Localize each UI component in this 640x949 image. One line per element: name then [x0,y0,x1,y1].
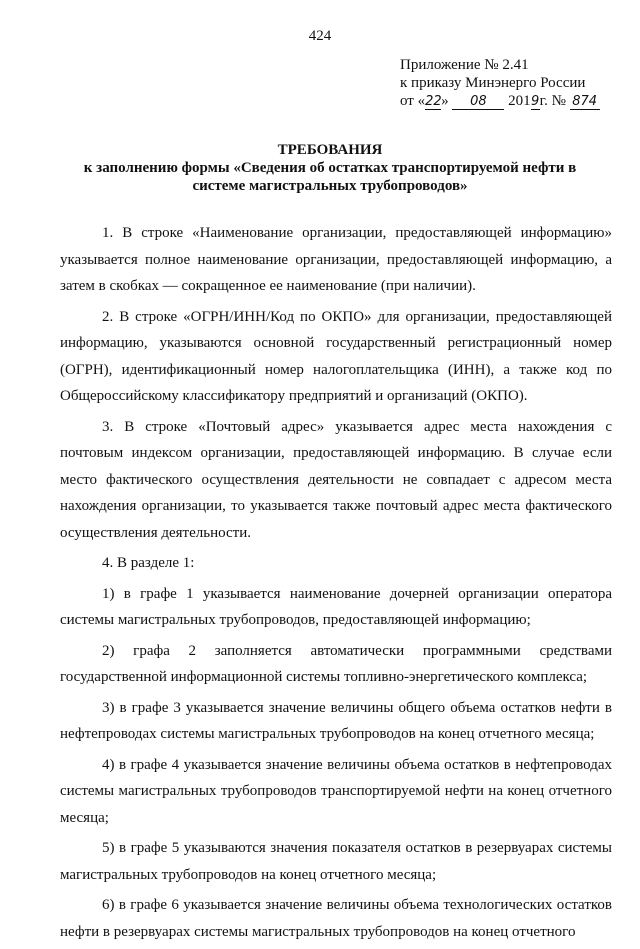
heading-subtitle-2: системе магистральных трубопроводов» [192,178,468,194]
handwritten-month: 08 [452,95,504,110]
page-number: 424 [308,28,332,44]
heading-title: ТРЕБОВАНИЯ [277,142,383,158]
list-item-1: 1) в графе 1 указывается наименование дочерней организации оператора системы магистральных трубопроводов, предоставляющей информацию; [60,585,612,628]
document-heading [60,141,600,195]
attachment-date-line [400,92,630,110]
handwritten-year-digit: 9 [530,94,540,109]
list-item-3: 3) в графе 3 указывается значение величины общего объема остатков нефти в нефтепроводах системы магистральных трубопроводов на конец отчетного месяца; [60,699,612,742]
attachment-block [400,56,630,110]
handwritten-day: 22 [425,94,442,109]
year-prefix: 201 [508,93,531,109]
document-body [60,220,612,949]
attachment-order-ref: к приказу Минэнерго России [400,75,586,91]
list-item-4: 4) в графе 4 указывается значение величины объема остатков в нефтепроводах системы магистральных трубопроводов транспортируемой нефти на конец отчетного месяца; [60,756,612,826]
paragraph-1: 1. В строке «Наименование организации, предоставляющей информацию» указывается полное наименование организации, предоставляющей информацию, а затем в скобках — сокращенное ее наименование (при наличии). [60,225,612,294]
paragraph-4: 4. В разделе 1: [102,555,195,571]
list-item-2: 2) графа 2 заполняется автоматически программными средствами государственной информационной системы топливно-энергетического комплекса; [60,642,612,685]
date-from-label: от « [400,93,426,109]
paragraph-2: 2. В строке «ОГРН/ИНН/Код по ОКПО» для организации, предоставляющей информацию, указываются основной государственный регистрационный номер (ОГРН), идентификационный номер налогоплательщика (ИНН), а также код по Общероссийскому классификатору предприятий и организаций (ОКПО). [60,308,612,404]
attachment-title: Приложение № 2.41 [400,57,529,73]
handwritten-order-number: 874 [570,95,600,110]
heading-subtitle-1: к заполнению формы «Сведения об остатках транспортируемой нефти в [83,160,577,176]
date-day-close: » [441,93,449,109]
list-item-5: 5) в графе 5 указываются значения показателя остатков в резервуарах системы магистральных трубопроводов на конец отчетного месяца; [60,840,612,883]
paragraph-3: 3. В строке «Почтовый адрес» указывается адрес места нахождения с почтовым индексом организации, предоставляющей информацию. В случае если место фактического осуществления деятельности не совпадает с адресом места нахождения организации, то указывается также почтовый адрес места фактического осуществления деятельности. [60,418,612,541]
year-suffix: г. № [539,93,566,109]
list-item-6: 6) в графе 6 указывается значение величины объема технологических остатков нефти в резервуарах системы магистральных трубопроводов на конец отчетного [60,897,612,940]
